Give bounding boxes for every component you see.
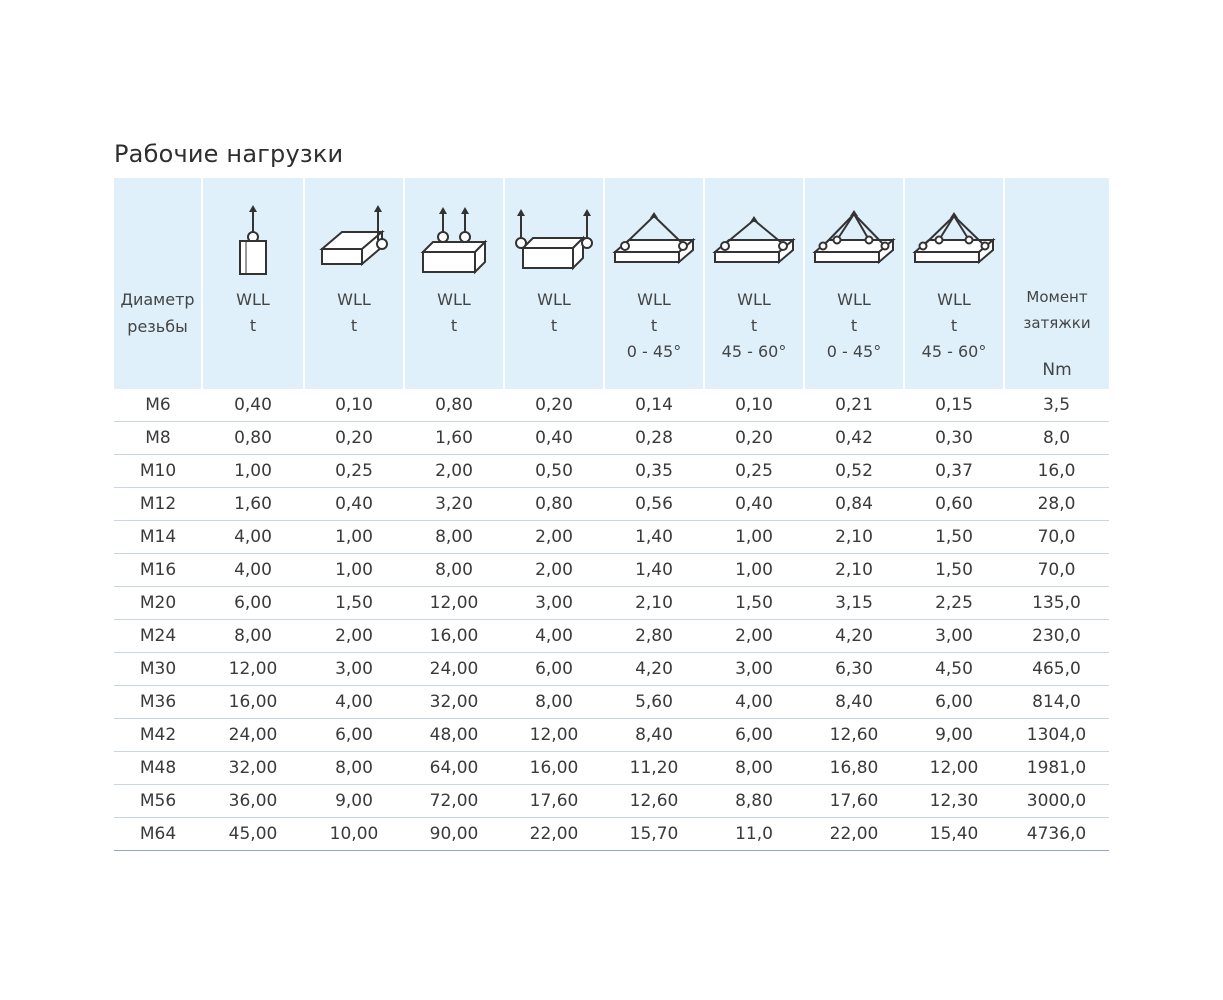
wll-label: WLL: [837, 290, 871, 309]
header-thread-diameter: [114, 178, 202, 389]
header-wll-two-leg-45-60: [704, 178, 804, 389]
wll-value-cell: 8,00: [704, 752, 804, 785]
table-row: [114, 488, 1109, 521]
wll-value-cell: 4,20: [804, 620, 904, 653]
wll-value-cell: 72,00: [404, 785, 504, 818]
torque-cell: 3,5: [1004, 389, 1109, 422]
table-row: [114, 389, 1109, 422]
table-body: [114, 389, 1109, 851]
header-wll-two-leg-0-45: [604, 178, 704, 389]
four-leg-sling-icon: [911, 204, 997, 270]
wll-value-cell: 12,00: [504, 719, 604, 752]
header-wll-four-leg-45-60: [904, 178, 1004, 389]
wll-value-cell: 0,21: [804, 389, 904, 422]
wll-value-cell: 48,00: [404, 719, 504, 752]
wll-value-cell: 0,30: [904, 422, 1004, 455]
wll-value-cell: 16,00: [404, 620, 504, 653]
wll-value-cell: 11,20: [604, 752, 704, 785]
wll-value-cell: 6,30: [804, 653, 904, 686]
header-thread-line2: резьбы: [127, 317, 188, 336]
thread-size-cell: M42: [114, 719, 202, 752]
table-row: [114, 719, 1109, 752]
header-torque-line1: Момент: [1026, 288, 1088, 306]
table-row: [114, 785, 1109, 818]
wll-label: WLL: [637, 290, 671, 309]
wll-value-cell: 1,50: [904, 521, 1004, 554]
wll-value-cell: 5,60: [604, 686, 704, 719]
wll-value-cell: 0,80: [404, 389, 504, 422]
header-wll-single-vertical: [202, 178, 304, 389]
wll-value-cell: 12,00: [904, 752, 1004, 785]
wll-value-cell: 4,00: [202, 554, 304, 587]
working-loads-table: [114, 178, 1109, 851]
wll-value-cell: 0,84: [804, 488, 904, 521]
wll-value-cell: 12,00: [202, 653, 304, 686]
table-row: [114, 422, 1109, 455]
wll-label: WLL: [437, 290, 471, 309]
header-thread-line1: Диаметр: [120, 290, 195, 309]
wll-value-cell: 0,50: [504, 455, 604, 488]
wll-label: WLL: [537, 290, 571, 309]
angle-label: 0 - 45°: [626, 342, 682, 361]
wll-value-cell: 22,00: [804, 818, 904, 851]
wll-value-cell: 32,00: [202, 752, 304, 785]
angle-label: 45 - 60°: [921, 342, 987, 361]
torque-cell: 465,0: [1004, 653, 1109, 686]
table-row: [114, 521, 1109, 554]
wll-value-cell: 0,20: [304, 422, 404, 455]
unit-label: t: [249, 316, 257, 335]
header-wll-four-leg-0-45: [804, 178, 904, 389]
wll-value-cell: 0,15: [904, 389, 1004, 422]
torque-cell: 230,0: [1004, 620, 1109, 653]
table-header-row: [114, 178, 1109, 389]
wll-value-cell: 3,15: [804, 587, 904, 620]
wll-value-cell: 32,00: [404, 686, 504, 719]
table-row: [114, 554, 1109, 587]
thread-size-cell: M6: [114, 389, 202, 422]
wll-value-cell: 24,00: [202, 719, 304, 752]
wll-value-cell: 1,60: [404, 422, 504, 455]
table-row: [114, 455, 1109, 488]
two-leg-sling-icon: [611, 204, 697, 270]
wll-value-cell: 90,00: [404, 818, 504, 851]
wll-value-cell: 3,00: [504, 587, 604, 620]
wll-value-cell: 8,00: [404, 521, 504, 554]
torque-cell: 28,0: [1004, 488, 1109, 521]
wll-value-cell: 17,60: [804, 785, 904, 818]
wll-value-cell: 2,80: [604, 620, 704, 653]
wll-value-cell: 1,00: [304, 521, 404, 554]
wll-value-cell: 0,40: [202, 389, 304, 422]
wll-value-cell: 10,00: [304, 818, 404, 851]
angle-label: 45 - 60°: [721, 342, 787, 361]
wll-value-cell: 24,00: [404, 653, 504, 686]
double-vertical-lift-icon: [419, 204, 489, 280]
wll-value-cell: 0,20: [704, 422, 804, 455]
table-row: [114, 818, 1109, 851]
angle-label: 0 - 45°: [826, 342, 882, 361]
wll-value-cell: 8,00: [304, 752, 404, 785]
wll-value-cell: 6,00: [304, 719, 404, 752]
wll-value-cell: 2,25: [904, 587, 1004, 620]
wll-label: WLL: [937, 290, 971, 309]
torque-cell: 135,0: [1004, 587, 1109, 620]
wll-value-cell: 11,0: [704, 818, 804, 851]
wll-value-cell: 45,00: [202, 818, 304, 851]
wll-value-cell: 9,00: [904, 719, 1004, 752]
wll-value-cell: 1,00: [704, 554, 804, 587]
header-wll-double-vertical: [404, 178, 504, 389]
wll-value-cell: 0,56: [604, 488, 704, 521]
torque-cell: 70,0: [1004, 554, 1109, 587]
wll-value-cell: 2,00: [704, 620, 804, 653]
torque-cell: 1304,0: [1004, 719, 1109, 752]
wll-value-cell: 3,20: [404, 488, 504, 521]
wll-label: WLL: [737, 290, 771, 309]
wll-value-cell: 6,00: [904, 686, 1004, 719]
wll-value-cell: 4,50: [904, 653, 1004, 686]
unit-label: t: [850, 316, 858, 335]
table-row: [114, 653, 1109, 686]
wll-value-cell: 8,00: [202, 620, 304, 653]
wll-value-cell: 0,10: [304, 389, 404, 422]
thread-size-cell: M10: [114, 455, 202, 488]
torque-cell: 70,0: [1004, 521, 1109, 554]
wll-value-cell: 12,60: [804, 719, 904, 752]
wll-value-cell: 4,00: [202, 521, 304, 554]
torque-cell: 4736,0: [1004, 818, 1109, 851]
wll-value-cell: 0,60: [904, 488, 1004, 521]
wll-value-cell: 0,42: [804, 422, 904, 455]
single-side-lift-icon: [316, 204, 392, 280]
table-row: [114, 587, 1109, 620]
thread-size-cell: M14: [114, 521, 202, 554]
header-tightening-torque: [1004, 178, 1109, 389]
wll-value-cell: 16,80: [804, 752, 904, 785]
wll-value-cell: 0,40: [704, 488, 804, 521]
wll-value-cell: 6,00: [202, 587, 304, 620]
wll-value-cell: 4,00: [704, 686, 804, 719]
wll-value-cell: 3,00: [304, 653, 404, 686]
wll-value-cell: 2,00: [504, 521, 604, 554]
wll-value-cell: 0,52: [804, 455, 904, 488]
wll-value-cell: 1,00: [704, 521, 804, 554]
unit-label: t: [750, 316, 758, 335]
thread-size-cell: M12: [114, 488, 202, 521]
torque-cell: 8,0: [1004, 422, 1109, 455]
page-title: Рабочие нагрузки: [114, 140, 344, 168]
wll-value-cell: 1,50: [904, 554, 1004, 587]
wll-value-cell: 0,20: [504, 389, 604, 422]
thread-size-cell: M20: [114, 587, 202, 620]
thread-size-cell: M48: [114, 752, 202, 785]
wll-value-cell: 8,80: [704, 785, 804, 818]
wll-value-cell: 1,40: [604, 554, 704, 587]
thread-size-cell: M36: [114, 686, 202, 719]
thread-size-cell: M30: [114, 653, 202, 686]
wll-value-cell: 2,00: [504, 554, 604, 587]
wll-value-cell: 16,00: [202, 686, 304, 719]
wll-value-cell: 2,00: [304, 620, 404, 653]
wll-value-cell: 0,25: [304, 455, 404, 488]
wll-value-cell: 8,40: [604, 719, 704, 752]
wll-value-cell: 9,00: [304, 785, 404, 818]
wll-value-cell: 0,28: [604, 422, 704, 455]
wll-value-cell: 0,40: [504, 422, 604, 455]
wll-value-cell: 1,60: [202, 488, 304, 521]
wll-value-cell: 12,00: [404, 587, 504, 620]
wll-value-cell: 3,00: [704, 653, 804, 686]
wll-value-cell: 4,20: [604, 653, 704, 686]
thread-size-cell: M64: [114, 818, 202, 851]
wll-value-cell: 1,00: [304, 554, 404, 587]
four-leg-sling-icon: [811, 204, 897, 270]
wll-value-cell: 64,00: [404, 752, 504, 785]
wll-value-cell: 0,40: [304, 488, 404, 521]
table-row: [114, 620, 1109, 653]
wll-value-cell: 15,40: [904, 818, 1004, 851]
unit-label: t: [450, 316, 458, 335]
wll-value-cell: 12,60: [604, 785, 704, 818]
torque-cell: 16,0: [1004, 455, 1109, 488]
table-row: [114, 686, 1109, 719]
wll-value-cell: 1,00: [202, 455, 304, 488]
header-torque-unit: Nm: [1042, 360, 1072, 380]
torque-cell: 814,0: [1004, 686, 1109, 719]
wll-value-cell: 0,25: [704, 455, 804, 488]
header-wll-double-side: [504, 178, 604, 389]
wll-label: WLL: [337, 290, 371, 309]
wll-value-cell: 8,00: [504, 686, 604, 719]
wll-value-cell: 36,00: [202, 785, 304, 818]
unit-label: t: [350, 316, 358, 335]
torque-cell: 3000,0: [1004, 785, 1109, 818]
wll-value-cell: 22,00: [504, 818, 604, 851]
thread-size-cell: M16: [114, 554, 202, 587]
wll-value-cell: 4,00: [304, 686, 404, 719]
wll-value-cell: 8,00: [404, 554, 504, 587]
wll-value-cell: 2,00: [404, 455, 504, 488]
unit-label: t: [550, 316, 558, 335]
wll-value-cell: 0,10: [704, 389, 804, 422]
wll-value-cell: 1,40: [604, 521, 704, 554]
wll-value-cell: 1,50: [304, 587, 404, 620]
wll-value-cell: 15,70: [604, 818, 704, 851]
header-torque-line2: затяжки: [1023, 314, 1091, 332]
double-side-lift-icon: [513, 204, 595, 280]
wll-value-cell: 4,00: [504, 620, 604, 653]
unit-label: t: [950, 316, 958, 335]
wll-value-cell: 12,30: [904, 785, 1004, 818]
wll-value-cell: 2,10: [604, 587, 704, 620]
torque-cell: 1981,0: [1004, 752, 1109, 785]
wll-value-cell: 2,10: [804, 554, 904, 587]
wll-value-cell: 0,14: [604, 389, 704, 422]
thread-size-cell: M8: [114, 422, 202, 455]
wll-value-cell: 3,00: [904, 620, 1004, 653]
table-row: [114, 752, 1109, 785]
thread-size-cell: M56: [114, 785, 202, 818]
wll-label: WLL: [236, 290, 270, 309]
two-leg-sling-icon: [711, 204, 797, 270]
wll-value-cell: 0,35: [604, 455, 704, 488]
header-wll-single-side: [304, 178, 404, 389]
single-vertical-lift-icon: [233, 204, 273, 280]
wll-value-cell: 6,00: [504, 653, 604, 686]
wll-value-cell: 0,37: [904, 455, 1004, 488]
unit-label: t: [650, 316, 658, 335]
wll-value-cell: 0,80: [504, 488, 604, 521]
wll-value-cell: 16,00: [504, 752, 604, 785]
working-loads-table-container: [114, 178, 1109, 851]
wll-value-cell: 6,00: [704, 719, 804, 752]
wll-value-cell: 17,60: [504, 785, 604, 818]
thread-size-cell: M24: [114, 620, 202, 653]
wll-value-cell: 2,10: [804, 521, 904, 554]
wll-value-cell: 1,50: [704, 587, 804, 620]
wll-value-cell: 8,40: [804, 686, 904, 719]
wll-value-cell: 0,80: [202, 422, 304, 455]
